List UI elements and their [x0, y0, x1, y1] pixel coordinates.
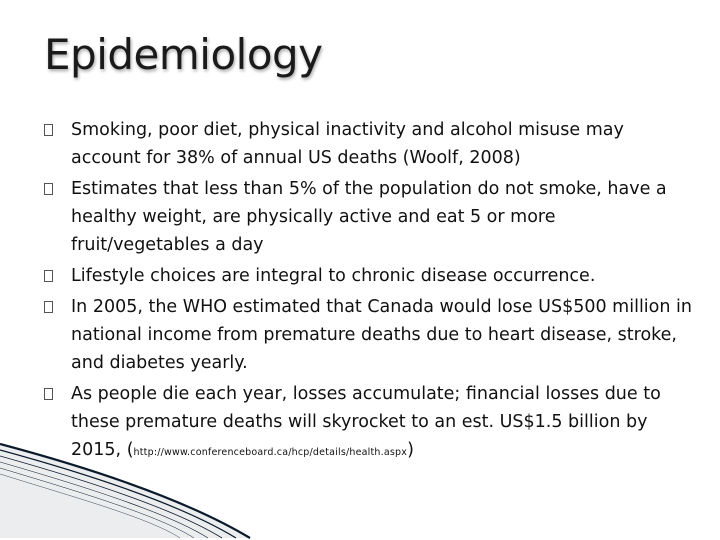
bullet-text: In 2005, the WHO estimated that Canada would lose US$500 million in national income from premature deaths due to heart disease, stroke, and diabetes yearly. [71, 297, 692, 373]
reference-paren-open: ( [126, 440, 134, 460]
bullet-text: Estimates that less than 5% of the population do not smoke, have a healthy weight, are physically active and eat 5 or more fruit/vegetables a day [71, 179, 667, 255]
decorative-corner-sweep [0, 440, 720, 540]
bullet-item [44, 175, 694, 259]
reference-paren-close: ) [407, 440, 414, 460]
checkbox-bullet-icon [44, 301, 53, 313]
bullet-item [44, 293, 694, 377]
bullet-text: Lifestyle choices are integral to chronic disease occurrence. [71, 266, 596, 286]
checkbox-bullet-icon [44, 388, 53, 400]
slide-title: Epidemiology [44, 30, 323, 79]
bullet-list [44, 116, 694, 470]
bullet-text: Smoking, poor diet, physical inactivity and alcohol misuse may account for 38% of annual US deaths (Woolf, 2008) [71, 120, 624, 168]
bullet-item [44, 116, 694, 172]
checkbox-bullet-icon [44, 124, 53, 136]
checkbox-bullet-icon [44, 183, 53, 195]
checkbox-bullet-icon [44, 270, 53, 282]
reference-url: http://www.conferenceboard.ca/hcp/details/health.aspx [133, 447, 408, 458]
bullet-item [44, 262, 694, 290]
bullet-text: As people die each year, losses accumulate; financial losses due to these premature deaths will skyrocket to an est. US$1.5 billion by 2015, [71, 384, 661, 460]
